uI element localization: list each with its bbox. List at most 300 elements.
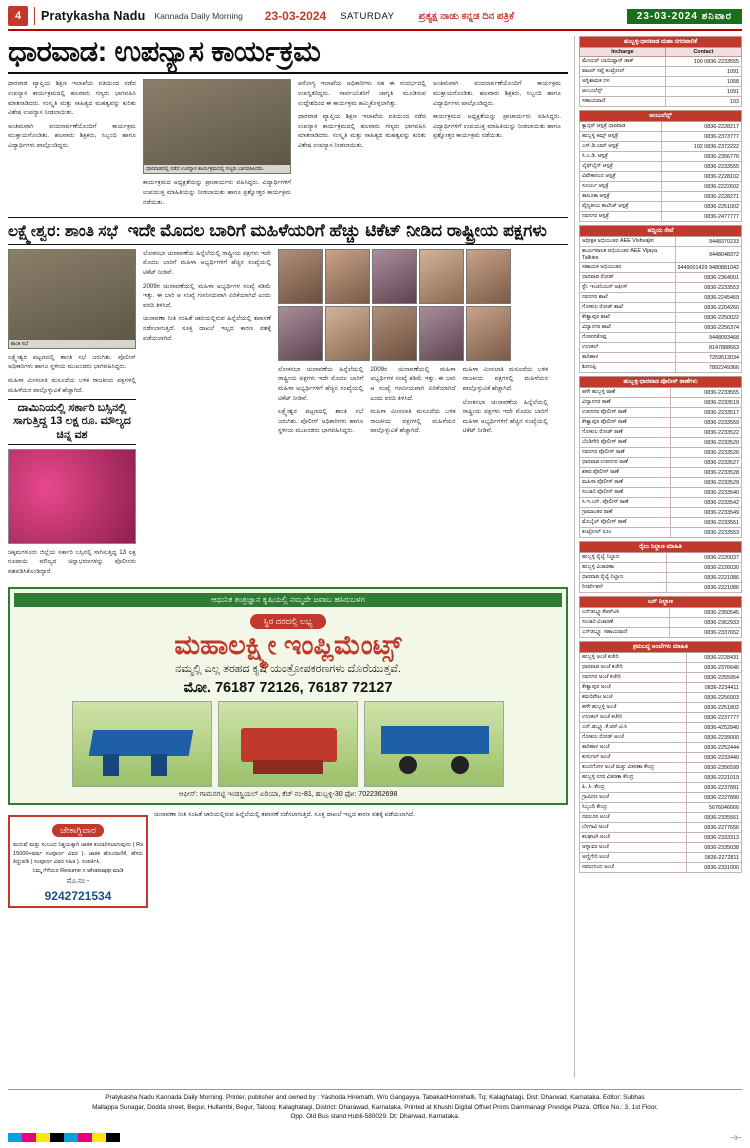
directory-name: ಗೋಕುಲ ರೋಡ್ ಠಾಣೆ	[580, 428, 671, 438]
directory-name: ಉಣಕಲ್	[580, 343, 676, 353]
directory-name: ನವನಗರ ಪೊಲೀಸ್ ಠಾಣೆ	[580, 448, 671, 458]
directory-name: ಧಾರವಾಡ ಅಂಚೆ ಕಚೇರಿ	[580, 663, 687, 673]
classified-ad-phone-label: ಮೊ.ನಂ -	[66, 878, 90, 886]
table-row	[580, 653, 742, 663]
story-two-paragraph: 2009ರ ಚುನಾವಣೆಯಲ್ಲಿ ಮಹಿಳಾ ಅಭ್ಯರ್ಥಿಗಳ ಸಂಖ್ಯೆ ಕಡಿಮೆ ಇತ್ತು. ಈ ಬಾರಿ ಆ ಸಂಖ್ಯೆ ಗಣನೀಯವಾಗಿ ಏರಿಕೆಯಾಗಿದೆ ಎಂದು ವರದಿ ತಿಳಿಸಿದೆ.	[370, 365, 456, 402]
directory-name: ಕೇಶ್ವಾಪುರ ಪೊಲೀಸ್ ಠಾಣೆ	[580, 418, 671, 428]
directory-name: ಗೋಪನಕೊಪ್ಪ	[580, 333, 676, 343]
directory-contact: 0836-2233520	[671, 438, 742, 448]
masthead	[8, 6, 742, 31]
table-row	[580, 388, 742, 398]
directory-section-heading: ಹುಬ್ಬಳ್ಳಿ-ಧಾರವಾಡ ಪೊಲೀಸ್ ಠಾಣೆಗಳು	[580, 377, 742, 388]
directory-name: ಸಹಾಯಕ ಅಭಿಯಂತರ	[580, 263, 676, 273]
candidate-photo	[372, 249, 417, 304]
directory-contact: 0836-2221086	[667, 573, 742, 583]
directory-contact: 0836-2233440	[686, 753, 741, 763]
directory-contact: 0836-2233559	[671, 418, 742, 428]
directory-name: ಗೋಕುಲ ರೋಡ್ ಅಂಚೆ	[580, 733, 687, 743]
story-two-paragraph: ಲಕ್ಷ್ಮೇಶ್ವರ ಪಟ್ಟಣದಲ್ಲಿ ಶಾಂತಿ ಸಭೆ ಜರುಗಿತು. ಪೊಲೀಸ್ ಅಧಿಕಾರಿಗಳು ಹಾಗೂ ಸ್ಥಳೀಯ ಮುಖಂಡರು ಭಾಗವಹಿಸಿದ್ದರು.	[278, 408, 364, 435]
directory-contact: 0836-2255954	[686, 673, 741, 683]
directory-contact: 1058	[665, 77, 741, 87]
color-swatch	[106, 1133, 120, 1142]
directory-contact: 8147888663	[675, 343, 741, 353]
table-row	[580, 428, 742, 438]
table-row	[580, 237, 742, 247]
directory-name: ಸಂಚಾರಿ ಪೊಲೀಸ್ ಠಾಣೆ	[580, 488, 671, 498]
directory-name: ಆಂಬುಲೆನ್ಸ್	[580, 87, 666, 97]
directory-name: ನವಲಗುಂದ ಅಂಚೆ	[580, 863, 687, 873]
table-row	[580, 863, 742, 873]
table-row	[580, 182, 742, 192]
table-row	[580, 693, 742, 703]
table-row	[580, 803, 742, 813]
directory-contact: 0836-2221019	[686, 773, 741, 783]
filler-paragraph: ಚುನಾವಣಾ ನೀತಿ ಸಂಹಿತೆ ಜಾರಿಯಲ್ಲಿರುವ ಹಿನ್ನೆಲೆಯಲ್ಲಿ ತಪಾಸಣೆ ನಡೆಸಲಾಗುತ್ತಿದೆ. ಸೂಕ್ತ ದಾಖಲೆ ಇಲ್ಲದ ಕಾರಣ ವಶಕ್ಕೆ ಪಡೆಯಲಾಗಿದೆ.	[154, 811, 415, 819]
directory-contact: 0836-2237777	[686, 713, 741, 723]
directory-table	[579, 376, 742, 538]
directory-name: ಸಿ.ಇ.ಎನ್. ಪೊಲೀಸ್ ಠಾಣೆ	[580, 498, 671, 508]
directory-contact: 9448370233	[675, 237, 741, 247]
color-swatch	[78, 1133, 92, 1142]
footer-line-2: Mallappa Sunagar, Dodda street, Begur, Hullambi, Begur, Talooq: Kalaghatagi, District: Dharawad, Karnataka. Printed at Khushi Digital Offset Prints Dammanagr Prestige Plaza. Office No.: 3, 1st Floor,	[92, 1103, 658, 1111]
table-row	[580, 343, 742, 353]
directory-contact: 102 0836-2372222	[661, 142, 741, 152]
story-two-photo	[8, 249, 136, 349]
table-row	[580, 293, 742, 303]
table-row	[580, 192, 742, 202]
directory-contact: 0836-2239000	[686, 733, 741, 743]
table-row	[580, 563, 742, 573]
directory-name: ಅಳ್ನಾವರ ಅಂಚೆ	[580, 843, 687, 853]
publication-title-kannada: ಪ್ರತ್ಯಕ್ಷ ನಾಡು ಕನ್ನಡ ದಿನ ಪತ್ರಿಕೆ	[418, 10, 515, 22]
directory-name: ತಾರಿಹಾಳ	[580, 353, 676, 363]
directory-contact: 0836-2234411	[686, 683, 741, 693]
directory-contact: 1091	[665, 87, 741, 97]
story-two-body	[8, 249, 568, 581]
directory-name: ತಾಲೂಕಾ ಆಸ್ಪತ್ರೆ	[580, 192, 662, 202]
directory-name: ಸಿ.ಎ.ಡಿ. ಆಸ್ಪತ್ರೆ	[580, 152, 662, 162]
table-row	[580, 313, 742, 323]
story-two-left-headline: ಲಕ್ಷ್ಮೇಶ್ವರ: ಶಾಂತಿ ಸಭೆ	[8, 222, 118, 240]
lead-paragraph: ಧಾರವಾಡ ವ್ಯಾಪ್ತಿಯ ಶಿಕ್ಷಣ ಇಲಾಖೆಯ ವತಿಯಿಂದ ನಡೆದ ಉಪನ್ಯಾಸ ಕಾರ್ಯಕ್ರಮದಲ್ಲಿ ಹಲವಾರು ಗಣ್ಯರು ಭಾಗವಹಿಸಿ ಮಾತನಾಡಿದರು. ಸಂಸ್ಕೃತಿ ಮತ್ತು ಸಾಹಿತ್ಯದ ಮಹತ್ವವನ್ನು ಕುರಿತು ವಿಶೇಷ ಉಪನ್ಯಾಸ ನೀಡಲಾಯಿತು.	[8, 80, 136, 117]
registration-mark: ⊣⊢	[729, 1135, 742, 1142]
directory-contact: 0836-2272811	[686, 853, 741, 863]
table-row	[580, 703, 742, 713]
color-swatch	[64, 1133, 78, 1142]
candidate-photo	[419, 306, 464, 361]
table-row	[580, 763, 742, 773]
table-row	[580, 823, 742, 833]
table-row	[580, 673, 742, 683]
classified-ad-body: ಮದುವೆ ಮತ್ತು ಸಂಬಂಧ ನಿಶ್ಚಯಕ್ಕಾಗಿ ಜಾತಕ ತಯಾರಿಸಲಾಗುವುದು ( Rs 15000+ವರ್ಷ ಸಂಪೂರ್ಣ ವಿವರ ). ಜಾತಕ ಹೊಂದಾಣಿಕೆ, ಹೆಸರು ತಿದ್ದುಪಡಿ ( ಸಂಪೂರ್ಣ ವಿವರ ಸಹಿತ ). ಸಂಪರ್ಕಿಸಿ.	[13, 842, 143, 866]
directory-contact: 0836-2220037	[667, 553, 742, 563]
table-row	[580, 333, 742, 343]
table-row	[580, 753, 742, 763]
directory-name: ಕೇಶ್ವಾಪುರ ಅಂಚೆ	[580, 683, 687, 693]
directory-name: ಅಧೀಕ್ಷಕ ಅಭಿಯಂತರ AEE Vishvajiri	[580, 237, 676, 247]
page-body	[8, 36, 742, 1078]
directory-name: ಉಣಕಲ್ ಅಂಚೆ ಕಚೇರಿ	[580, 713, 687, 723]
candidate-photo	[466, 306, 511, 361]
directory-name: ಕುಸುಗಲ್ ಅಂಚೆ	[580, 753, 687, 763]
directory-contact: 0836-2331000	[686, 863, 741, 873]
story-three-photo	[8, 449, 136, 544]
table-row	[580, 172, 742, 182]
directory-contact: 7259513034	[675, 353, 741, 363]
story-three-paragraph: ಚುನಾವಣಾ ನೀತಿ ಸಂಹಿತೆ ಜಾರಿಯಲ್ಲಿರುವ ಹಿನ್ನೆಲೆಯಲ್ಲಿ ತಪಾಸಣೆ ನಡೆಸಲಾಗುತ್ತಿದೆ. ಸೂಕ್ತ ದಾಖಲೆ ಇಲ್ಲದ ಕಾರಣ ವಶಕ್ಕೆ ಪಡೆಯಲಾಗಿದೆ.	[143, 315, 271, 342]
directory-contact: 0836-2228271	[661, 192, 741, 202]
ad-product-images	[14, 701, 562, 787]
table-row	[580, 162, 742, 172]
directory-contact: 0836-2376646	[686, 663, 741, 673]
directory-name: ಕಂಟ್ರೋಲ್ ರೂಂ	[580, 528, 671, 538]
table-row	[580, 508, 742, 518]
directory-name: ಕ್ಯಾನ್ಸರ್ ಆಸ್ಪತ್ರೆ ಧಾರವಾಡ	[580, 122, 662, 132]
directory-contact: 7892249366	[675, 363, 741, 373]
table-row	[580, 363, 742, 373]
directory-name: ಕುಂದಗೋಳ ಅಂಚೆ ಮತ್ತು ವಿತರಣಾ ಕೇಂದ್ರ	[580, 763, 687, 773]
directory-name: ಎನ್‌.ಡಬ್ಲ್ಯೂ.ಕೆ.ಆರ್‌.ಟಿ.ಸಿ	[580, 723, 687, 733]
table-row	[580, 202, 742, 212]
table-row	[580, 408, 742, 418]
ad-product-image-plough	[72, 701, 212, 787]
table-row	[580, 583, 742, 593]
directory-contact: 0836-2356599	[686, 763, 741, 773]
directory-name: ಪಿ. ಸಿ. ಕೇಂದ್ರ	[580, 783, 687, 793]
story-three-headline: ದಾಮಿನಿಯಲ್ಲಿ ಸರ್ಕಾರಿ ಬಸ್ಸಿನಲ್ಲಿ ಸಾಗುತ್ತಿದ್ದ 13 ಲಕ್ಷ ರೂ. ಮೌಲ್ಯದ ಚಿನ್ನ ವಶ	[8, 399, 136, 445]
page-footer	[8, 1089, 742, 1122]
table-row	[580, 122, 742, 132]
publication-subtitle: Kannada Daily Morning	[154, 11, 243, 21]
table-row	[580, 733, 742, 743]
classified-ad-title: ಜೇಕಾಗ್ದಿವಾರ	[52, 824, 104, 837]
table-row	[580, 448, 742, 458]
directory-contact: 0836-2250022	[675, 313, 741, 323]
table-row	[580, 398, 742, 408]
directory-contact: 0836-2227890	[686, 793, 741, 803]
directory-contact: 0836-2233528	[671, 468, 742, 478]
directory-contact: 0836-2335038	[686, 843, 741, 853]
directory-name: ಕಾರ್ಯಪಾಲಕ ಅಭಿಯಂತರ AEE Vijaya Talkies	[580, 247, 676, 263]
candidate-photo	[372, 306, 417, 361]
directory-contact: 1091	[665, 67, 741, 77]
directory-contact: 0836-4252940	[686, 723, 741, 733]
directory-name: ವಿವೇಕಾನಂದ ಆಸ್ಪತ್ರೆ	[580, 172, 662, 182]
table-row	[580, 553, 742, 563]
directory-name: ಗೋಕುಲ ರೋಡ್ ಶಾಖೆ	[580, 303, 676, 313]
directory-contact: 0836-2335561	[686, 813, 741, 823]
classified-ad	[8, 815, 148, 908]
directory-name: ಕೇಶ್ವಾಪುರ ಶಾಖೆ	[580, 313, 676, 323]
main-content-column	[8, 36, 568, 1078]
table-row	[580, 212, 742, 222]
directory-contact: 0836-2233519	[671, 398, 742, 408]
directory-contact: 0836-2251002	[661, 202, 741, 212]
story-two-photo-caption: ಶಾಂತಿ ಸಭೆ	[9, 340, 135, 348]
directory-name: ಉಪನಗರ ಪೊಲೀಸ್ ಠಾಣೆ	[580, 408, 671, 418]
directory-section-heading: ಆಂಬುಲೆನ್ಸ್	[580, 111, 742, 122]
directory-name: ನವನಗರ ಆಸ್ಪತ್ರೆ	[580, 212, 662, 222]
directory-name: ಮಹಿಳಾ ಪೊಲೀಸ್ ಠಾಣೆ	[580, 478, 671, 488]
directory-table	[579, 225, 742, 373]
issue-day: SATURDAY	[340, 10, 395, 22]
directory-contact: 9448048372	[675, 247, 741, 263]
ad-ribbon	[14, 611, 562, 629]
lead-paragraph: ಕಾರ್ಯಕ್ರಮದ ಅಧ್ಯಕ್ಷತೆಯನ್ನು ಪ್ರಾಚಾರ್ಯರು ವಹಿಸಿದ್ದರು. ವಿದ್ಯಾರ್ಥಿಗಳಿಗೆ ಉಪಯುಕ್ತ ಮಾಹಿತಿಯನ್ನು ನೀಡಲಾಯಿತು ಹಾಗೂ ಪ್ರಶ್ನೋತ್ತರ ಕಾರ್ಯಕ್ರಮ ನಡೆಯಿತು.	[143, 179, 291, 206]
directory-contact: 0836-2364001	[675, 273, 741, 283]
ad-product-image-trailer	[364, 701, 504, 787]
directory-name: ಧಾರವಾಡ ರೈಲ್ವೆ ನಿಲ್ದಾಣ	[580, 573, 667, 583]
table-row	[580, 323, 742, 333]
directory-name: ಹುಬ್ಬಳ್ಳಿ ಕಿಮ್ಸ್ ಆಸ್ಪತ್ರೆ	[580, 132, 662, 142]
table-row	[580, 303, 742, 313]
directory-section-heading: ಹದ್ದಿಯ ಸೇವೆ	[580, 226, 742, 237]
directory-name: ಸೂರ್ಯ ಆಸ್ಪತ್ರೆ	[580, 182, 662, 192]
candidate-photo	[278, 249, 323, 304]
directory-table	[579, 36, 742, 107]
directory-table	[579, 541, 742, 593]
candidate-photo	[278, 306, 323, 361]
directory-contact: 0836-2233555	[671, 388, 742, 398]
directory-name: ವಿದ್ಯಾನಗರ ಶಾಖೆ	[580, 323, 676, 333]
table-row	[580, 743, 742, 753]
directory-name: ಕಮರಿಪೇಟ ಅಂಚೆ	[580, 693, 687, 703]
directory-name: ಸಹಾಯವಾಣಿ	[580, 97, 666, 107]
color-swatch	[92, 1133, 106, 1142]
directory-table	[579, 110, 742, 222]
directory-section-heading: ಬಸ್ ನಿಲ್ದಾಣ	[580, 597, 742, 608]
story-two-paragraph: ಮಹಿಳಾ ಮೀಸಲಾತಿ ಮಸೂದೆಯ ಬಳಿಕ ರಾಜಕೀಯ ಪಕ್ಷಗಳಲ್ಲಿ ಮಹಿಳೆಯರ ಪಾಲ್ಗೊಳ್ಳುವಿಕೆ ಹೆಚ್ಚಾಗಿದೆ.	[462, 365, 548, 392]
table-row	[580, 683, 742, 693]
directory-name: ಅಣ್ಣಿಗೇರಿ ಅಂಚೆ	[580, 853, 687, 863]
publication-title: Pratykasha Nadu	[41, 9, 146, 23]
directory-name: ಧಾರವಾಡ ರೋಡ್	[580, 273, 676, 283]
table-row	[580, 773, 742, 783]
table-row	[580, 853, 742, 863]
table-row	[580, 628, 742, 638]
directory-name: ಮೊಬೈಲ್ ಪೊಲೀಸ್ ಠಾಣೆ	[580, 518, 671, 528]
table-row	[580, 353, 742, 363]
directory-name: ನವಲೂರ ಅಂಚೆ	[580, 813, 687, 823]
classified-ad-phone[interactable]: 9242721534	[44, 889, 112, 904]
candidate-photo	[466, 249, 511, 304]
directory-contact: 0836-2233527	[671, 458, 742, 468]
story-two-paragraph: ಮಹಿಳಾ ಮೀಸಲಾತಿ ಮಸೂದೆಯ ಬಳಿಕ ರಾಜಕೀಯ ಪಕ್ಷಗಳಲ್ಲಿ ಮಹಿಳೆಯರ ಪಾಲ್ಗೊಳ್ಳುವಿಕೆ ಹೆಚ್ಚಾಗಿದೆ.	[370, 408, 456, 435]
table-row	[580, 713, 742, 723]
directory-section-heading: ಕ್ರಮಬದ್ಧ ಅಂಚೆಗಳು ಮಾಹಿತಿ	[580, 642, 742, 653]
table-row	[580, 573, 742, 583]
directory-name: ಹಳೇ ಹುಬ್ಬಳ್ಳಿ ಠಾಣೆ	[580, 388, 671, 398]
table-row	[580, 843, 742, 853]
candidate-photo-grid	[278, 249, 548, 361]
directory-sections	[579, 110, 742, 873]
table-row	[580, 132, 742, 142]
directory-contact: 0836-2233526	[671, 448, 742, 458]
table-row	[580, 263, 742, 273]
color-swatch	[50, 1133, 64, 1142]
directory-contact: 0836-2356776	[661, 152, 741, 162]
directory-name: ವೈದ್ಯಕೀಯ ಕಾಲೇಜ್ ಆಸ್ಪತ್ರೆ	[580, 202, 662, 212]
ad-top-banner: ಆಧುನಿಕ ತಂತ್ರಜ್ಞಾನ ಕೃಷಿಯಲ್ಲಿ ನಮ್ಮದೇ ಜವಾಬ ಹಸಿರುಬಳಗ	[14, 593, 562, 607]
issue-date-kannada: 23-03-2024 ಶನಿವಾರ	[627, 9, 742, 24]
table-row	[580, 618, 742, 628]
lead-headline: ಧಾರವಾಡ: ಉಪನ್ಯಾಸ ಕಾರ್ಯಕ್ರಮ	[8, 36, 568, 74]
directory-contact: 0836-2477777	[661, 212, 741, 222]
table-row	[580, 152, 742, 162]
directory-name: ಸಂಚಾರಿ ವಿಚಾರಣೆ	[580, 618, 670, 628]
candidate-photo	[419, 249, 464, 304]
directory-contact: 0836-2226030	[667, 563, 742, 573]
table-row	[580, 273, 742, 283]
directory-contact: 0836-2237891	[686, 783, 741, 793]
directory-name: ಬೆಂಡಿಗೇರಿ ಪೊಲೀಸ್ ಠಾಣೆ	[580, 438, 671, 448]
table-row	[580, 518, 742, 528]
directory-name: ಶಿರಗುಪ್ಪಿ	[580, 363, 676, 373]
table-row	[580, 498, 742, 508]
bottom-ads-row	[8, 810, 568, 908]
lead-paragraph: ಅಂತಿಮವಾಗಿ ವಂದನಾರ್ಪಣೆಯೊಂದಿಗೆ ಕಾರ್ಯಕ್ರಮ ಮುಕ್ತಾಯಗೊಂಡಿತು. ಹಲವಾರು ಶಿಕ್ಷಕರು, ಸಿಬ್ಬಂದಿ ಹಾಗೂ ವಿದ್ಯಾರ್ಥಿಗಳು ಪಾಲ್ಗೊಂಡಿದ್ದರು.	[8, 122, 136, 149]
directory-section-heading: ರೈಲು ನಿಲ್ದಾಣ ಮಾಹಿತಿ	[580, 542, 742, 553]
directory-section-heading: ಹುಬ್ಬಳ್ಳಿ-ಧಾರವಾಡ ಮಹಾ ನಗರಪಾಲಿಕೆ	[580, 37, 742, 48]
issue-date: 23-03-2024	[264, 9, 327, 23]
directory-contact: 0836-2251802	[686, 703, 741, 713]
story-two-paragraph: ಮಹಿಳಾ ಮೀಸಲಾತಿ ಮಸೂದೆಯ ಬಳಿಕ ರಾಜಕೀಯ ಪಕ್ಷಗಳಲ್ಲಿ ಮಹಿಳೆಯರ ಪಾಲ್ಗೊಳ್ಳುವಿಕೆ ಹೆಚ್ಚಾಗಿದೆ.	[8, 376, 136, 394]
directory-name: ವಿದ್ಯಾನಗರ ಠಾಣೆ	[580, 398, 671, 408]
directory-column	[574, 36, 742, 1078]
story-two-headline-bar	[8, 217, 568, 245]
directory-name: ಹಳೇ ಹುಬ್ಬಳ್ಳಿ ಅಂಚೆ	[580, 703, 687, 713]
directory-contact: 0836-2350545	[670, 608, 742, 618]
lead-photo	[143, 79, 291, 174]
directory-table	[579, 641, 742, 873]
table-row	[580, 478, 742, 488]
directory-contact: 0836-2233529	[671, 478, 742, 488]
directory-contact: 9449001429 9480881042	[675, 263, 741, 273]
directory-contact: 0836-2245469	[675, 293, 741, 303]
color-swatch	[36, 1133, 50, 1142]
directory-contact: 5676046666	[686, 803, 741, 813]
table-row	[580, 418, 742, 428]
story-two-paragraph: 2009ರ ಚುನಾವಣೆಯಲ್ಲಿ ಮಹಿಳಾ ಅಭ್ಯರ್ಥಿಗಳ ಸಂಖ್ಯೆ ಕಡಿಮೆ ಇತ್ತು. ಈ ಬಾರಿ ಆ ಸಂಖ್ಯೆ ಗಣನೀಯವಾಗಿ ಏರಿಕೆಯಾಗಿದೆ ಎಂದು ವರದಿ ತಿಳಿಸಿದೆ.	[143, 282, 271, 309]
masthead-divider	[34, 7, 35, 25]
table-row	[580, 793, 742, 803]
directory-name: ಗ್ರಾಮಾಂತರ ಠಾಣೆ	[580, 508, 671, 518]
ad-phone[interactable]: ಮೋ. 76187 72126, 76187 72127	[183, 680, 393, 697]
directory-contact: 0836-2233542	[671, 498, 742, 508]
directory-name: ಅಗ್ನಿಶಾಮಕ ದಳ	[580, 77, 666, 87]
directory-name: ನವನಗರ ಶಾಖೆ	[580, 293, 676, 303]
directory-contact: 0836-2233551	[671, 518, 742, 528]
table-row	[580, 813, 742, 823]
table-row	[580, 833, 742, 843]
table-row	[580, 488, 742, 498]
directory-name: ಎನ್‌ಡಬ್ಲ್ಯೂ ಸಹಾಯವಾಣಿ	[580, 628, 670, 638]
table-row	[580, 142, 742, 152]
directory-contact: 0836-2228431	[686, 653, 741, 663]
directory-contact: 103	[665, 97, 741, 107]
story-three-paragraph: ಚಿಕ್ಕಮಗಳೂರು ಜಿಲ್ಲೆಯ ಸರ್ಕಾರಿ ಬಸ್ಸಿನಲ್ಲಿ ಸಾಗಿಸುತ್ತಿದ್ದ 13 ಲಕ್ಷ ರೂಪಾಯಿ ಮೌಲ್ಯದ ಚಿನ್ನಾಭರಣಗಳನ್ನು ಪೊಲೀಸರು ವಶಪಡಿಸಿಕೊಂಡಿದ್ದಾರೆ.	[8, 548, 136, 575]
directory-contact: 0836-2221086	[667, 583, 742, 593]
story-two-paragraph: ಲೋಕಸಭಾ ಚುನಾವಣೆಯ ಹಿನ್ನೆಲೆಯಲ್ಲಿ ರಾಷ್ಟ್ರೀಯ ಪಕ್ಷಗಳು ಇದೇ ಮೊದಲ ಬಾರಿಗೆ ಮಹಿಳಾ ಅಭ್ಯರ್ಥಿಗಳಿಗೆ ಹೆಚ್ಚಿನ ಸಂಖ್ಯೆಯಲ್ಲಿ ಟಿಕೆಟ್ ನೀಡಿವೆ.	[462, 398, 548, 435]
ad-tagline: ನಮ್ಮಲ್ಲಿ ಎಲ್ಲ ತರಹದ ಕೃಷಿ ಯಂತ್ರೋಪಕರಣಗಳು ದೊರೆಯುತ್ತವೆ.	[175, 663, 401, 676]
directory-name: ಎಸ್.ಡಿ.ಎಮ್ ಆಸ್ಪತ್ರೆ	[580, 142, 662, 152]
advertisement	[8, 587, 568, 806]
directory-name: ಮೇಯರ್ ಬಾಯಿಷ್ಟಾರ್ ಡಾಕ್	[580, 57, 666, 67]
directory-contact: 0836-2252444	[686, 743, 741, 753]
directory-contact: 0836-2233540	[671, 488, 742, 498]
directory-name: ಗ್ರಾಮೀಣ ಅಂಚೆ	[580, 793, 687, 803]
directory-contact: 0836-2233555	[661, 162, 741, 172]
directory-name: ಹುಬ್ಬಳ್ಳಿ ನಗರ ವಿತರಣಾ ಕೇಂದ್ರ	[580, 773, 687, 783]
story-two-paragraph: ಲೋಕಸಭಾ ಚುನಾವಣೆಯ ಹಿನ್ನೆಲೆಯಲ್ಲಿ ರಾಷ್ಟ್ರೀಯ ಪಕ್ಷಗಳು ಇದೇ ಮೊದಲ ಬಾರಿಗೆ ಮಹಿಳಾ ಅಭ್ಯರ್ಥಿಗಳಿಗೆ ಹೆಚ್ಚಿನ ಸಂಖ್ಯೆಯಲ್ಲಿ ಟಿಕೆಟ್ ನೀಡಿವೆ.	[278, 365, 364, 402]
lead-photo-caption: ಧಾರವಾಡದಲ್ಲಿ ನಡೆದ ಉಪನ್ಯಾಸ ಕಾರ್ಯಕ್ರಮದಲ್ಲಿ ಗಣ್ಯರು ಭಾಗವಹಿಸಿದರು.	[144, 165, 290, 173]
directory-contact: 0836-2233522	[671, 428, 742, 438]
directory-name: ಶಹರ ಪೊಲೀಸ್ ಠಾಣೆ	[580, 468, 671, 478]
table-row	[580, 458, 742, 468]
directory-name: ರಿಸರ್ವೇಶನ್	[580, 583, 667, 593]
directory-name: ಲೈಫ್‌ಲೈನ್ ಆಸ್ಪತ್ರೆ	[580, 162, 662, 172]
page-number-badge: 4	[8, 6, 28, 26]
directory-contact: 0836-2277656	[686, 823, 741, 833]
directory-name: ಕಲಘಟಗಿ ಅಂಚೆ	[580, 833, 687, 843]
classified-ad-note: ನಿಮ್ಮ ಗೆಳೆಯರ Resume ನ whatsapp ಮಾಡಿ	[32, 868, 124, 875]
ad-product-image-rotavator	[218, 701, 358, 787]
table-row	[580, 783, 742, 793]
ad-brand-name: ಮಹಾಲಕ್ಷ್ಮೀ ಇಂಪ್ಲಿಮೆಂಟ್ಸ್	[174, 629, 402, 660]
directory-col-header: Incharge	[580, 48, 666, 57]
story-two-paragraph: ಲಕ್ಷ್ಮೇಶ್ವರ ಪಟ್ಟಣದಲ್ಲಿ ಶಾಂತಿ ಸಭೆ ಜರುಗಿತು. ಪೊಲೀಸ್ ಅಧಿಕಾರಿಗಳು ಹಾಗೂ ಸ್ಥಳೀಯ ಮುಖಂಡರು ಭಾಗವಹಿಸಿದ್ದರು.	[8, 353, 136, 371]
lead-paragraph: ಕಾರ್ಯಕ್ರಮದ ಅಧ್ಯಕ್ಷತೆಯನ್ನು ಪ್ರಾಚಾರ್ಯರು ವಹಿಸಿದ್ದರು. ವಿದ್ಯಾರ್ಥಿಗಳಿಗೆ ಉಪಯುಕ್ತ ಮಾಹಿತಿಯನ್ನು ನೀಡಲಾಯಿತು ಹಾಗೂ ಪ್ರಶ್ನೋತ್ತರ ಕಾರ್ಯಕ್ರಮ ನಡೆಯಿತು.	[433, 113, 561, 140]
directory-contact: 100 0836-2233555	[665, 57, 741, 67]
ad-ribbon-text: ಸ್ಥಿರ ದರದಲ್ಲಿ ಲಭ್ಯ	[250, 614, 327, 629]
table-row	[580, 247, 742, 263]
color-swatch	[22, 1133, 36, 1142]
directory-contact: 9448093468	[675, 333, 741, 343]
directory-contact: 0836-2233553	[671, 528, 742, 538]
directory-contact: 0836-2204260	[675, 303, 741, 313]
directory-contact: 0836-2256374	[675, 323, 741, 333]
directory-name: ಹುಬ್ಬಳ್ಳಿ ಅಂಚೆ ಕಚೇರಿ	[580, 653, 687, 663]
story-two-right-headline: ಇದೇ ಮೊದಲ ಬಾರಿಗೆ ಮಹಿಳೆಯರಿಗೆ ಹೆಚ್ಚು ಟಿಕೆಟ್ ನೀಡಿದ ರಾಷ್ಟ್ರೀಯ ಪಕ್ಷಗಳು	[127, 221, 547, 241]
directory-name: ಎನ್‌ಡಬ್ಲ್ಯೂಕೆಆರ್‌ಟಿಸಿ	[580, 608, 670, 618]
directory-contact: 0836-2233553	[675, 283, 741, 293]
directory-contact: 0836-2337652	[670, 628, 742, 638]
directory-name: ಧಾರವಾಡ ಉಪನಗರ ಠಾಣೆ	[580, 458, 671, 468]
lead-story-body	[8, 79, 568, 211]
candidate-photo	[325, 249, 370, 304]
directory-name: ನವನಗರ ಅಂಚೆ ಕಚೇರಿ	[580, 673, 687, 683]
candidate-photo	[325, 306, 370, 361]
table-row	[580, 723, 742, 733]
table-row	[580, 438, 742, 448]
table-row	[580, 468, 742, 478]
table-row	[580, 663, 742, 673]
story-two-paragraph: ಲೋಕಸಭಾ ಚುನಾವಣೆಯ ಹಿನ್ನೆಲೆಯಲ್ಲಿ ರಾಷ್ಟ್ರೀಯ ಪಕ್ಷಗಳು ಇದೇ ಮೊದಲ ಬಾರಿಗೆ ಮಹಿಳಾ ಅಭ್ಯರ್ಥಿಗಳಿಗೆ ಹೆಚ್ಚಿನ ಸಂಖ್ಯೆಯಲ್ಲಿ ಟಿಕೆಟ್ ನೀಡಿವೆ.	[143, 249, 271, 276]
directory-contact: 0836-2233517	[671, 408, 742, 418]
directory-name: ವಾಟರ್ ಸಪ್ಲೆ ಕಂಟ್ರೋಲ್	[580, 67, 666, 77]
footer-line-1: Pratykasha Nadu Kannada Daily Morning. Printer, publisher and owned by : Yashoda Hiremath, W/o Gangayya, TabakadHonnihalli, Tq: Kalaghatagi, Dist: Dharwad. Karnataka. Editor: Subhas	[105, 1094, 645, 1102]
directory-contact: 0836-2333313	[686, 833, 741, 843]
directory-table	[579, 596, 742, 638]
directory-contact: 0836-2228102	[661, 172, 741, 182]
color-swatch	[8, 1133, 22, 1142]
directory-contact: 0836-2222602	[661, 182, 741, 192]
directory-name: ಬೆಳಗಾವಿ ಅಂಚೆ	[580, 823, 687, 833]
directory-contact: 0836-2228217	[661, 122, 741, 132]
directory-name: ಸ್ಟೇ. ಇಂಜಿನಿಯರ್ ಆಫೀಸ್	[580, 283, 676, 293]
lead-paragraph: ಅಂತಿಮವಾಗಿ ವಂದನಾರ್ಪಣೆಯೊಂದಿಗೆ ಕಾರ್ಯಕ್ರಮ ಮುಕ್ತಾಯಗೊಂಡಿತು. ಹಲವಾರು ಶಿಕ್ಷಕರು, ಸಿಬ್ಬಂದಿ ಹಾಗೂ ವಿದ್ಯಾರ್ಥಿಗಳು ಪಾಲ್ಗೊಂಡಿದ್ದರು.	[433, 80, 561, 107]
lead-paragraph: ಆರೋಗ್ಯ ಇಲಾಖೆಯ ಅಧಿಕಾರಿಗಳು ಸಹ ಈ ಸಂದರ್ಭದಲ್ಲಿ ಉಪಸ್ಥಿತರಿದ್ದರು. ಸಾರ್ವಜನಿಕರಿಗೆ ಜಾಗೃತಿ ಮೂಡಿಸುವ ಉದ್ದೇಶದಿಂದ ಈ ಕಾರ್ಯಕ್ರಮ ಹಮ್ಮಿಕೊಳ್ಳಲಾಗಿತ್ತು.	[298, 80, 426, 107]
